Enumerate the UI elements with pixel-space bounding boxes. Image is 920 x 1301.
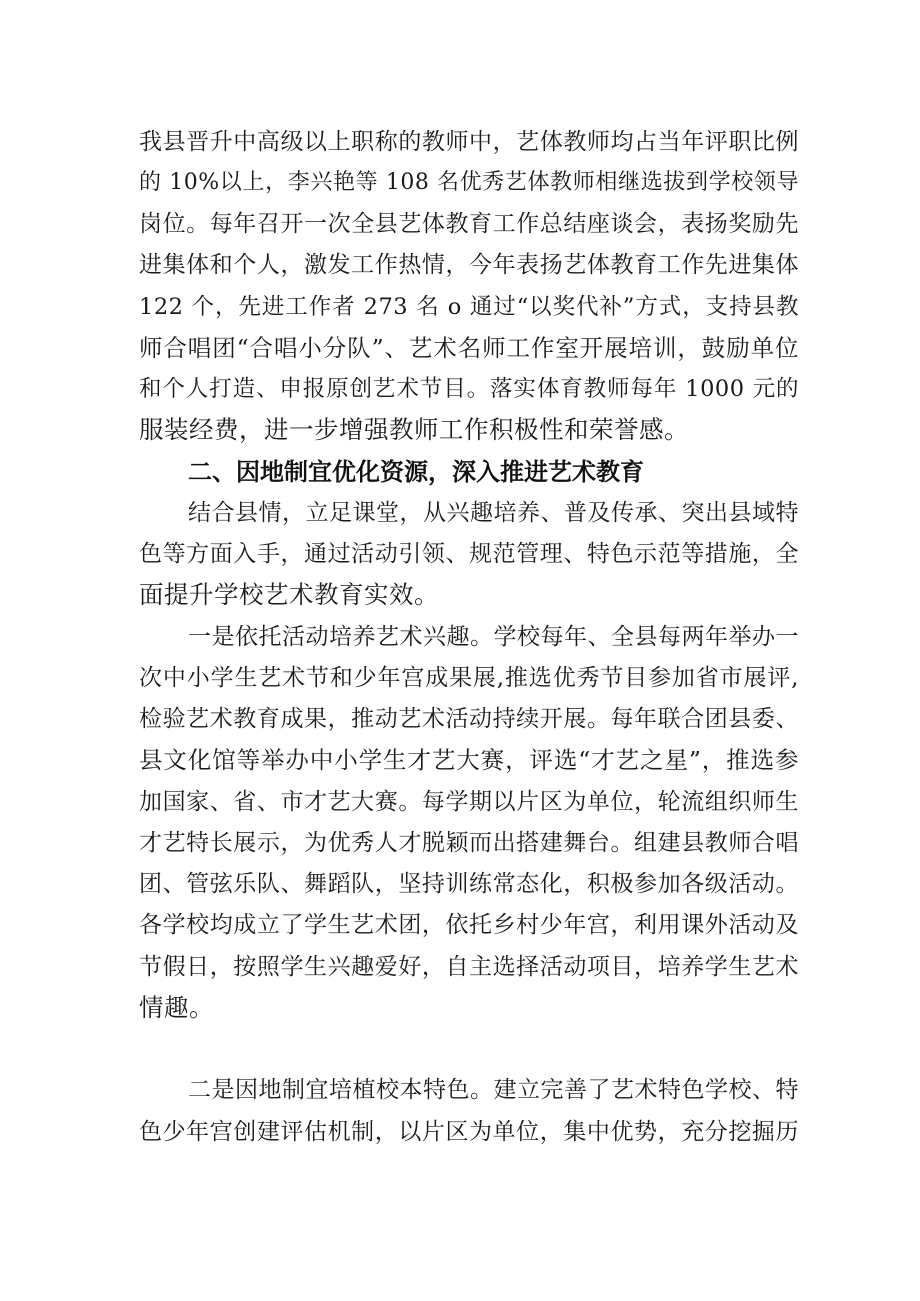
paragraph-3-line-1: 一是依托活动培养艺术兴趣。学校每年、全县每两年举办一 [188, 624, 799, 650]
paragraph-1-line-8: 服装经费，进一步增强教师工作积极性和荣誉感。 [139, 415, 689, 444]
paragraph-1-line-6: 师合唱团“合唱小分队”、艺术名师工作室开展培训，鼓励单位 [139, 334, 799, 362]
paragraph-2-line-2: 色等方面入手，通过活动引领、规范管理、特色示范等措施，全 [139, 541, 799, 567]
paragraph-3-line-10: 情趣。 [139, 993, 214, 1022]
paragraph-2-line-1: 结合县情，立足课堂，从兴趣培养、普及传承、突出县域特 [188, 500, 799, 526]
paragraph-3-line-8: 各学校均成立了学生艺术团，依托乡村少年宫，利用课外活动及 [139, 912, 799, 938]
paragraph-3-line-3: 检验艺术教育成果，推动艺术活动持续开展。每年联合团县委、 [139, 706, 799, 732]
section-heading: 二、因地制宜优化资源，深入推进艺术教育 [188, 458, 644, 486]
paragraph-4-line-2: 色少年宫创建评估机制，以片区为单位，集中优势，充分挖掘历 [139, 1119, 799, 1145]
paragraph-3-line-2: 次中小学生艺术节和少年宫成果展,推选优秀节目参加省市展评, [139, 665, 799, 691]
paragraph-3-line-9: 节假日，按照学生兴趣爱好，自主选择活动项目，培养学生艺术 [139, 954, 799, 980]
paragraph-1-line-3: 岗位。每年召开一次全县艺体教育工作总结座谈会，表扬奖励先 [139, 211, 799, 237]
paragraph-3-line-6: 才艺特长展示，为优秀人才脱颖而出搭建舞台。组建县教师合唱 [139, 830, 799, 856]
paragraph-2-line-3: 面提升学校艺术教育实效。 [139, 580, 439, 609]
paragraph-3-line-7: 团、管弦乐队、舞蹈队，坚持训练常态化，积极参加各级活动。 [139, 871, 799, 897]
paragraph-3-line-4: 县文化馆等举办中小学生才艺大赛，评选“才艺之星”，推选参 [139, 746, 799, 774]
paragraph-1-line-7: 和个人打造、申报原创艺术节目。落实体育教师每年 1000 元的 [139, 376, 799, 402]
paragraph-4-line-1: 二是因地制宜培植校本特色。建立完善了艺术特色学校、特 [188, 1077, 799, 1103]
paragraph-1-line-4: 进集体和个人，激发工作热情，今年表扬艺体教育工作先进集体 [139, 252, 799, 278]
paragraph-3-line-5: 加国家、省、市才艺大赛。每学期以片区为单位，轮流组织师生 [139, 789, 799, 815]
paragraph-1-line-5: 122 个，先进工作者 273 名 o 通过“以奖代补”方式，支持县教 [139, 294, 799, 320]
paragraph-1-line-1: 我县晋升中高级以上职称的教师中，艺体教师均占当年评职比例 [139, 129, 799, 155]
paragraph-1-line-2: 的 10%以上，李兴艳等 108 名优秀艺体教师相继选拔到学校领导 [139, 170, 799, 195]
